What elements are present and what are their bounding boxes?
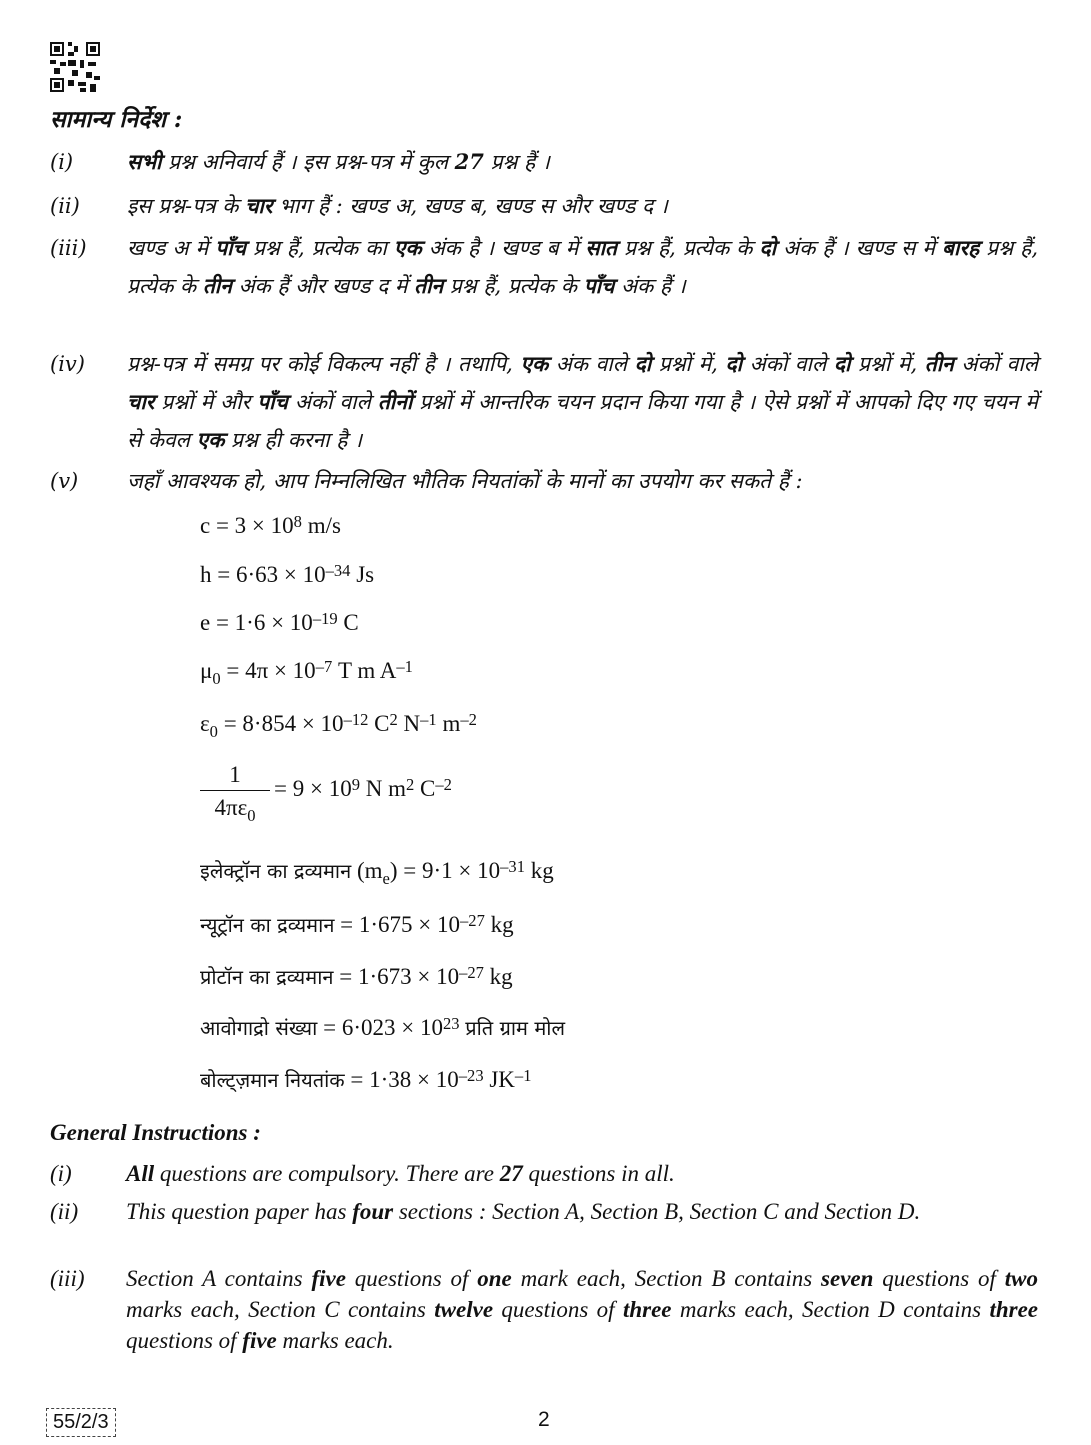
fraction-denominator: $4\pi\varepsilon_0$ bbox=[214, 795, 256, 825]
item-text: This question paper has four sections : Section A, Section B, Section C and Section D. bbox=[126, 1199, 921, 1224]
item-text: इस प्रश्न-पत्र के चार भाग हैं : खण्ड अ, खण्ड ब, खण्ड स और खण्ड द । bbox=[127, 193, 668, 218]
item-number: (i) bbox=[50, 150, 74, 174]
constant-epsilon0: $\varepsilon_0 = 8\cdot 854 \times 10^{-12}$ $C^2$ $N^{-1}$ $m^{-2}$ bbox=[200, 710, 477, 741]
constant-electron-mass: इलेक्ट्रॉन का द्रव्यमान $(m_e) = 9\cdot 1 \times 10^{-31}$ kg bbox=[200, 857, 554, 888]
hindi-instruction-2 bbox=[50, 187, 1038, 225]
item-number: (ii) bbox=[50, 194, 80, 218]
hindi-instruction-1 bbox=[50, 143, 1038, 181]
item-number: (iv) bbox=[50, 352, 85, 376]
item-text: प्रश्न-पत्र में समग्र पर कोई विकल्प नहीं है । तथापि, एक अंक वाले दो प्रश्नों में, दो अंकों वाले दो प्रश्नों में, तीन अंकों वाले चार प्रश्नों में और पाँच अंकों वाले तीनों प्रश्नों में आन्तरिक चयन प्रदान किया गया है । ऐसे प्रश्नों में आपको दिए गए चयन में से केवल एक प्रश्न ही करना है । bbox=[127, 351, 1038, 452]
constant-electron-charge: $e = 1\cdot 6 \times 10^{-19}$ C bbox=[200, 609, 359, 635]
constant-avogadro: आवोगाद्रो संख्या = $6\cdot 023 \times 10^{23}$ प्रति ग्राम मोल bbox=[200, 1014, 566, 1040]
item-number: (v) bbox=[50, 469, 79, 493]
item-number: (iii) bbox=[50, 236, 87, 260]
item-number: (iii) bbox=[50, 1266, 85, 1291]
constant-boltzmann: बोल्ट्ज़मान नियतांक = $1\cdot 38 \times 10^{-23}$ $JK^{-1}$ bbox=[200, 1066, 532, 1092]
hindi-instruction-4 bbox=[50, 345, 1038, 459]
qr-code-icon bbox=[50, 42, 100, 92]
constant-neutron-mass: न्यूट्रॉन का द्रव्यमान = $1\cdot 675 \times 10^{-27}$ kg bbox=[200, 911, 514, 937]
item-text: Section A contains five questions of one mark each, Section B contains seven questions of two marks each, Section C contains twelve questions of three marks each, Section D contains three questions of five marks each. bbox=[126, 1266, 1039, 1353]
constant-speed-of-light: $c = 3 \times 10^8$ m/s bbox=[200, 512, 341, 538]
hindi-instructions-title: सामान्य निर्देश : bbox=[50, 106, 183, 133]
english-instruction-3 bbox=[50, 1263, 1038, 1356]
english-instruction-1 bbox=[50, 1158, 1038, 1189]
hindi-instruction-3 bbox=[50, 229, 1038, 305]
constant-proton-mass: प्रोटॉन का द्रव्यमान = $1\cdot 673 \times 10^{-27}$ kg bbox=[200, 963, 513, 989]
coulomb-fraction bbox=[200, 762, 270, 825]
item-text: सभी प्रश्न अनिवार्य हैं । इस प्रश्न-पत्र में कुल 27 प्रश्न हैं । bbox=[127, 149, 550, 174]
constant-coulomb bbox=[200, 762, 600, 842]
page-number: 2 bbox=[538, 1408, 550, 1431]
item-text: जहाँ आवश्यक हो, आप निम्नलिखित भौतिक नियतांकों के मानों का उपयोग कर सकते हैं : bbox=[127, 469, 803, 493]
hindi-instruction-5 bbox=[50, 462, 1038, 500]
english-instructions-title: General Instructions : bbox=[50, 1120, 261, 1145]
paper-code: 55/2/3 bbox=[46, 1408, 116, 1437]
item-text: खण्ड अ में पाँच प्रश्न हैं, प्रत्येक का एक अंक है । खण्ड ब में सात प्रश्न हैं, प्रत्येक के दो अंक हैं । खण्ड स में बारह प्रश्न हैं, प्रत्येक के तीन अंक हैं और खण्ड द में तीन प्रश्न हैं, प्रत्येक के पाँच अंक हैं । bbox=[127, 235, 1038, 298]
coulomb-value: = $9 \times 10^9$ N $m^2$ $C^{-2}$ bbox=[274, 775, 452, 801]
item-number: (i) bbox=[50, 1161, 72, 1186]
fraction-bar bbox=[200, 790, 270, 791]
fraction-numerator: 1 bbox=[229, 762, 241, 787]
item-text: All questions are compulsory. There are 27 questions in all. bbox=[126, 1161, 675, 1186]
constant-mu0: $\mu_0 = 4\pi \times 10^{-7}$ T m $A^{-1}$ bbox=[200, 657, 413, 688]
english-instruction-2 bbox=[50, 1196, 1038, 1227]
constant-planck: $h = 6\cdot 63 \times 10^{-34}$ Js bbox=[200, 561, 375, 587]
item-number: (ii) bbox=[50, 1199, 79, 1224]
